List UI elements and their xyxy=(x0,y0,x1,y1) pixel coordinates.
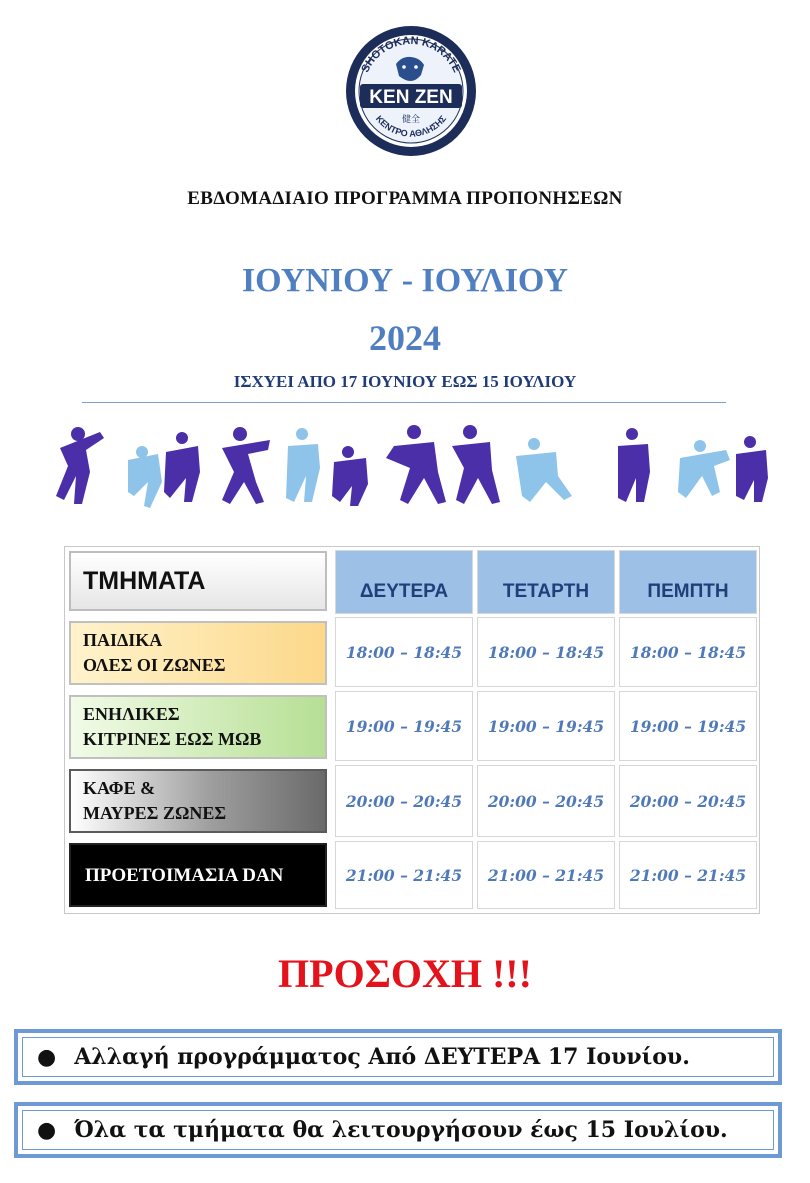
logo-bottom-text: ΚΕΝΤΡΟ ΑΘΛΗΣΗΣ xyxy=(373,113,449,139)
group-brown-black-line1: ΚΑΦΕ & xyxy=(83,778,156,798)
time-cell: 18:00 – 18:45 xyxy=(477,617,615,687)
page-title: ΕΒΔΟΜΑΔΙΑΙΟ ΠΡΟΓΡΑΜΜΑ ΠΡΟΠΟΝΗΣΕΩΝ xyxy=(187,188,623,209)
ken-zen-logo xyxy=(344,24,478,158)
group-adults-line2: ΚΙΤΡΙΝΕΣ ΕΩΣ ΜΩΒ xyxy=(83,729,262,749)
time-cell: 19:00 – 19:45 xyxy=(335,691,473,761)
bullet-icon: ● xyxy=(37,1044,57,1070)
time-cell: 18:00 – 18:45 xyxy=(619,617,757,687)
group-kids-line2: ΟΛΕΣ ΟΙ ΖΩΝΕΣ xyxy=(83,655,226,675)
fighter-silhouette-icon xyxy=(386,425,446,504)
fighter-silhouette-icon xyxy=(164,432,200,502)
time-cell: 19:00 – 19:45 xyxy=(477,691,615,761)
logo-kanji: 健全 xyxy=(401,115,421,125)
time-cell: 21:00 – 21:45 xyxy=(477,841,615,909)
group-brown-black-line2: ΜΑΥΡΕΣ ΖΩΝΕΣ xyxy=(83,803,227,823)
notice-box xyxy=(14,1029,782,1085)
time-cell: 21:00 – 21:45 xyxy=(335,841,473,909)
time-cell: 20:00 – 20:45 xyxy=(477,765,615,837)
group-dan-prep: ΠΡΟΕΤΟΙΜΑΣΙΑ DAN xyxy=(69,843,327,907)
fighter-silhouette-icon xyxy=(286,428,320,502)
time-cell: 18:00 – 18:45 xyxy=(335,617,473,687)
fighter-silhouette-icon xyxy=(222,427,270,504)
bullet-icon: ● xyxy=(37,1117,57,1143)
day-header-wednesday: ΤΕΤΑΡΤΗ xyxy=(477,550,615,614)
logo-name: KEN ZEN xyxy=(369,87,453,108)
day-header-monday: ΔΕΥΤΕΡΑ xyxy=(335,550,473,614)
fighter-silhouette-icon xyxy=(618,428,650,502)
months-heading: ΙΟΥΝΙΟΥ - ΙΟΥΛΙΟΥ xyxy=(241,262,569,299)
warning-heading: ΠΡΟΣΟΧΗ !!! xyxy=(278,951,532,996)
day-header-thursday: ΠΕΜΠΤΗ xyxy=(619,550,757,614)
notice-text: Αλλαγή προγράμματος Από ΔΕΥΤΕΡΑ 17 Ιουνίου. xyxy=(74,1044,690,1070)
notice-text: Όλα τα τμήματα θα λειτουργήσουν έως 15 Ιουλίου. xyxy=(74,1117,728,1143)
logo-top-text: SHOTOKAN KARATE xyxy=(359,34,463,75)
time-cell: 21:00 – 21:45 xyxy=(619,841,757,909)
fighter-silhouette-icon xyxy=(678,440,730,498)
fighter-silhouette-icon xyxy=(332,446,368,506)
group-kids-line1: ΠΑΙΔΙΚΑ xyxy=(83,630,163,650)
time-cell: 19:00 – 19:45 xyxy=(619,691,757,761)
groups-header: ΤΜΗΜΑΤΑ xyxy=(69,551,327,611)
time-cell: 20:00 – 20:45 xyxy=(619,765,757,837)
fighter-silhouette-icon xyxy=(56,427,104,504)
schedule-table xyxy=(64,546,760,914)
group-brown-black xyxy=(69,769,327,833)
fighter-silhouette-icon xyxy=(128,446,162,508)
divider-line xyxy=(82,402,726,403)
validity-text: ΙΣΧΥΕΙ ΑΠΟ 17 ΙΟΥΝΙΟΥ ΕΩΣ 15 ΙΟΥΛΙΟΥ xyxy=(233,372,577,391)
notice-box xyxy=(14,1102,782,1158)
fighter-silhouette-icon xyxy=(516,438,572,502)
group-adults xyxy=(69,695,327,759)
year-heading: 2024 xyxy=(369,318,441,358)
time-cell: 20:00 – 20:45 xyxy=(335,765,473,837)
karate-fighters-illustration xyxy=(50,422,770,508)
fighter-silhouette-icon xyxy=(736,436,768,502)
fighter-silhouette-icon xyxy=(452,425,500,504)
group-kids xyxy=(69,621,327,685)
group-adults-line1: ΕΝΗΛΙΚΕΣ xyxy=(83,704,180,724)
